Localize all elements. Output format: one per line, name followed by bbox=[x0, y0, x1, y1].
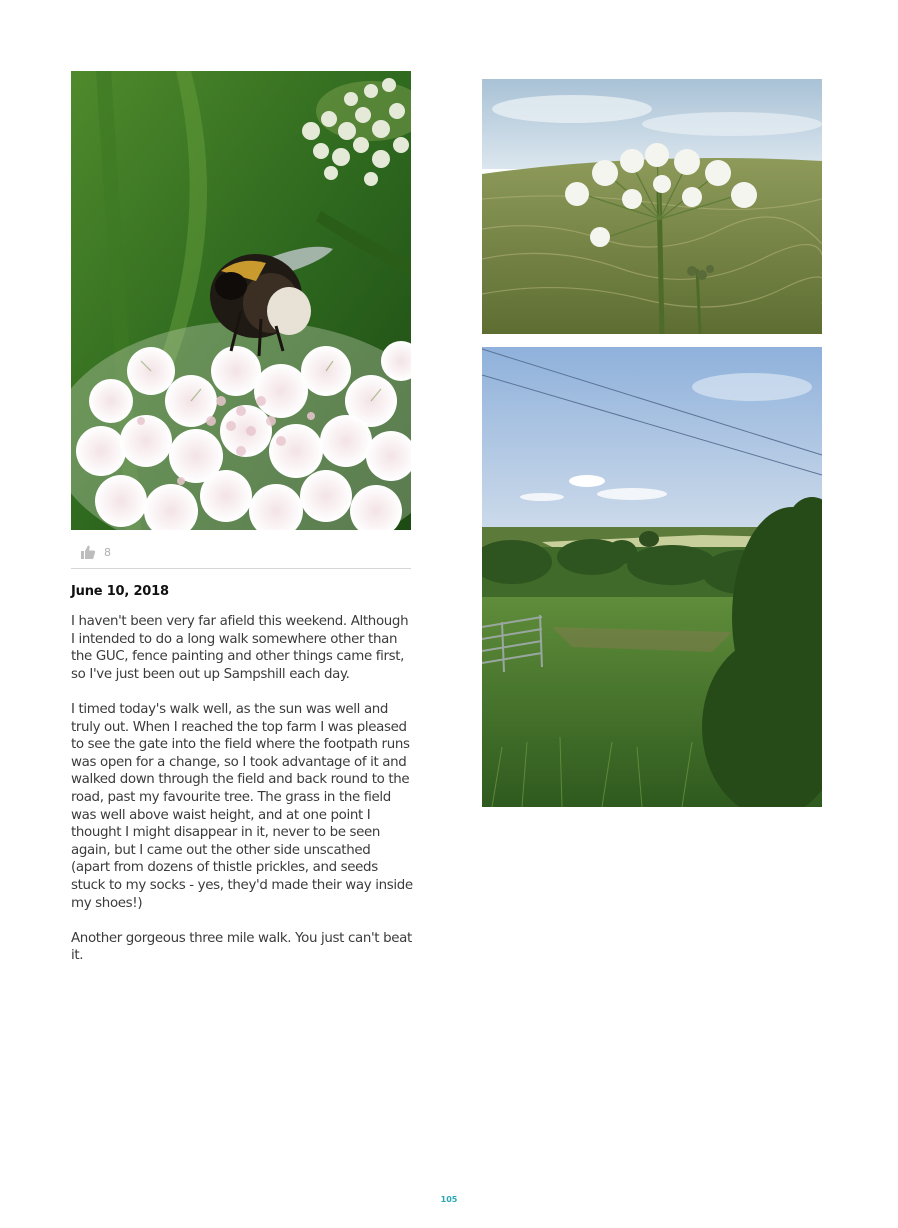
photo-cow-parsley-field bbox=[482, 79, 822, 334]
paragraph: I haven't been very far afield this weekend. Although I intended to do a long walk somewhere other than the GUC, fence painting and other things came first, so I've just been out up Sampshill each day. bbox=[71, 614, 409, 682]
page-number: 105 bbox=[440, 1195, 458, 1204]
post-body bbox=[71, 613, 413, 982]
thumbs-up-icon[interactable] bbox=[80, 544, 96, 560]
likes-count: 8 bbox=[104, 545, 111, 559]
photo-bee-on-flowers bbox=[71, 71, 411, 530]
likes-bar bbox=[80, 542, 111, 562]
paragraph: I timed today's walk well, as the sun was well and truly out. When I reached the top farm I was pleased to see the gate into the field where the footpath runs was open for a change, so I took advantage of it and walked down through the field and back round to the road, past my favourite tree. The grass in the field was well above waist height, and at one point I thought I might disappear in it, never to be seen again, but I came out the other side unscathed (apart from dozens of thistle prickles, and seeds stuck to my socks - yes, they'd made their way inside my shoes!) bbox=[71, 701, 413, 911]
paragraph: Another gorgeous three mile walk. You just can't beat it. bbox=[71, 930, 412, 964]
divider bbox=[71, 568, 411, 569]
photo-countryside-landscape bbox=[482, 347, 822, 807]
post-date: June 10, 2018 bbox=[71, 584, 169, 599]
